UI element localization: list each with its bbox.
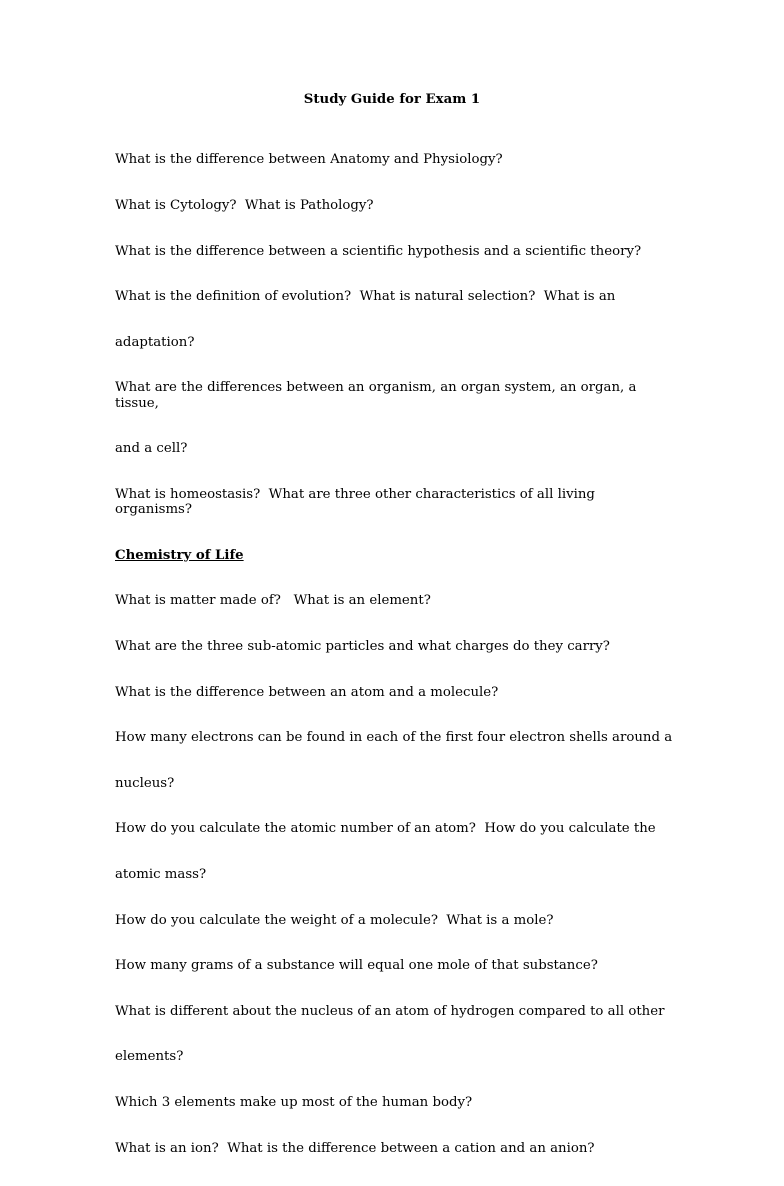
document-title: Study Guide for Exam 1 (303, 92, 481, 107)
text-line: What is the definition of evolution? What is natural selection? What is an (115, 289, 616, 305)
document-body (115, 122, 675, 1186)
text-line: adaptation? (115, 334, 195, 350)
text-line: atomic mass? (115, 866, 207, 882)
text-line: How do you calculate the atomic number of an atom? How do you calculate the (115, 821, 656, 837)
text-line: What is matter made of? What is an element? (115, 593, 431, 609)
text-line: nucleus? (115, 775, 175, 791)
text-line: What is Cytology? What is Pathology? (115, 198, 374, 214)
text-line: What is the difference between a scientific hypothesis and a scientific theory? (115, 243, 642, 259)
text-line: and a cell? (115, 441, 188, 457)
section-heading-chemistry-of-life: Chemistry of Life (115, 547, 244, 563)
text-line: What are the three sub-atomic particles and what charges do they carry? (115, 638, 610, 654)
text-line: Which 3 elements make up most of the human body? (115, 1095, 473, 1110)
text-line: What is homeostasis? What are three other characteristics of all living organisms? (115, 486, 600, 518)
text-line: What are the differences between an organism, an organ system, an organ, a tissue, (115, 380, 641, 411)
text-line: How many electrons can be found in each of the first four electron shells around a (115, 730, 673, 746)
text-line: How do you calculate the weight of a molecule? What is a mole? (115, 912, 554, 928)
text-line: What is an ion? What is the difference between a cation and an anion? (115, 1140, 595, 1156)
text-line: elements? (115, 1049, 184, 1065)
text-line: How many grams of a substance will equal one mole of that substance? (115, 958, 598, 974)
text-line: What is different about the nucleus of an atom of hydrogen compared to all other (115, 1003, 665, 1019)
text-line: What is the difference between an atom and a molecule? (115, 684, 499, 700)
text-line: What is the difference between Anatomy and Physiology? (115, 152, 503, 168)
